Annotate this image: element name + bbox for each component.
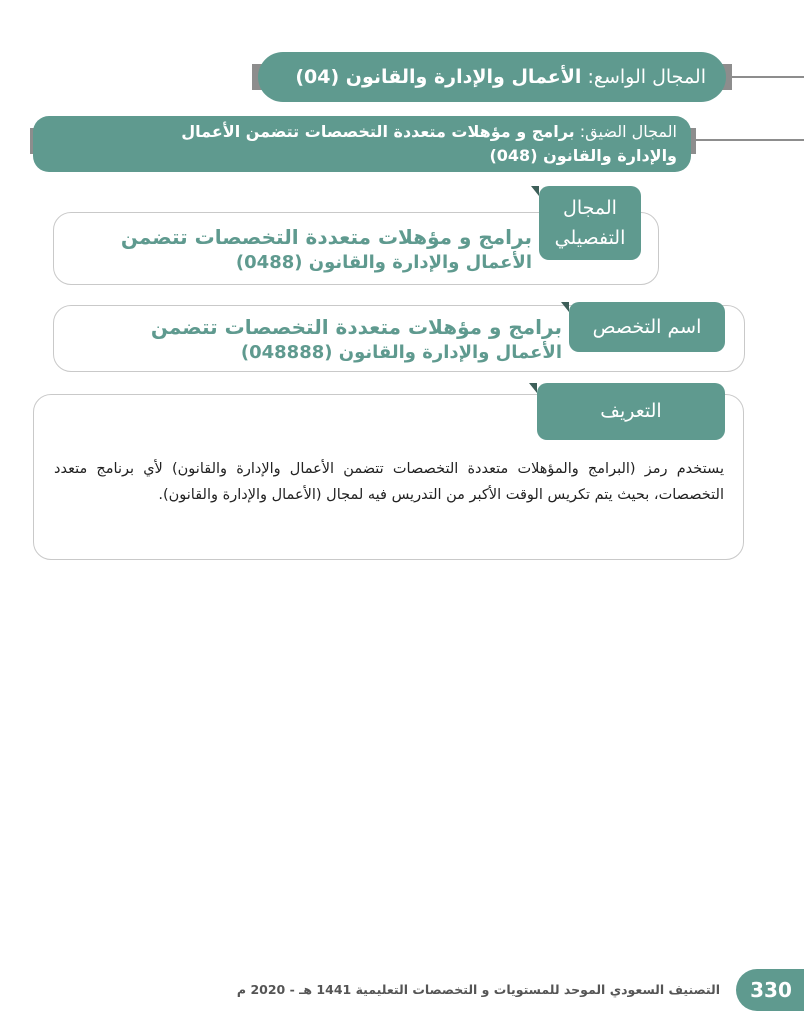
- broad-field-value: الأعمال والإدارة والقانون (04): [295, 66, 582, 88]
- specialization-tag-label: اسم التخصص: [592, 316, 702, 338]
- specialization-text-line1: برامج و مؤهلات متعددة التخصصات تتضمن: [150, 315, 562, 339]
- detailed-field-tag: [539, 186, 641, 260]
- page-number-badge: [736, 969, 804, 1011]
- detailed-field-text: [70, 224, 532, 276]
- broad-connector-line: [726, 76, 804, 78]
- broad-field-label: المجال الواسع:: [587, 66, 706, 88]
- footer-text: التصنيف السعودي الموحد للمستويات و التخصصات التعليمية 1441 هـ - 2020 م: [236, 982, 720, 997]
- narrow-field-pill: [33, 116, 691, 172]
- narrow-field-value-line1: برامج و مؤهلات متعددة التخصصات تتضمن الأعمال: [181, 122, 575, 141]
- definition-tag-label: التعريف: [600, 400, 662, 422]
- definition-tag: [537, 383, 725, 440]
- specialization-text: [70, 314, 562, 366]
- detailed-field-tag-line1: المجال: [563, 197, 617, 219]
- definition-text: يستخدم رمز (البرامج والمؤهلات متعددة التخصصات تتضمن الأعمال والإدارة والقانون) لأي برنامج متعدد التخصصات، بحيث يتم تكريس الوقت الأكبر من التدريس فيه لمجال (الأعمال والإدارة والقانون).: [54, 461, 724, 503]
- narrow-connector-line: [690, 139, 804, 141]
- detailed-field-tag-line2: التفصيلي: [554, 227, 626, 249]
- page-number: 330: [750, 978, 792, 1002]
- specialization-text-line2: الأعمال والإدارة والقانون (048888): [240, 342, 562, 363]
- specialization-tag: [569, 302, 725, 352]
- narrow-field-label: المجال الضيق:: [579, 122, 677, 141]
- detailed-field-text-line2: الأعمال والإدارة والقانون (0488): [235, 252, 532, 273]
- narrow-field-value-line2: والإدارة والقانون (048): [489, 146, 677, 165]
- broad-field-pill: [258, 52, 726, 102]
- detailed-field-text-line1: برامج و مؤهلات متعددة التخصصات تتضمن: [120, 225, 532, 249]
